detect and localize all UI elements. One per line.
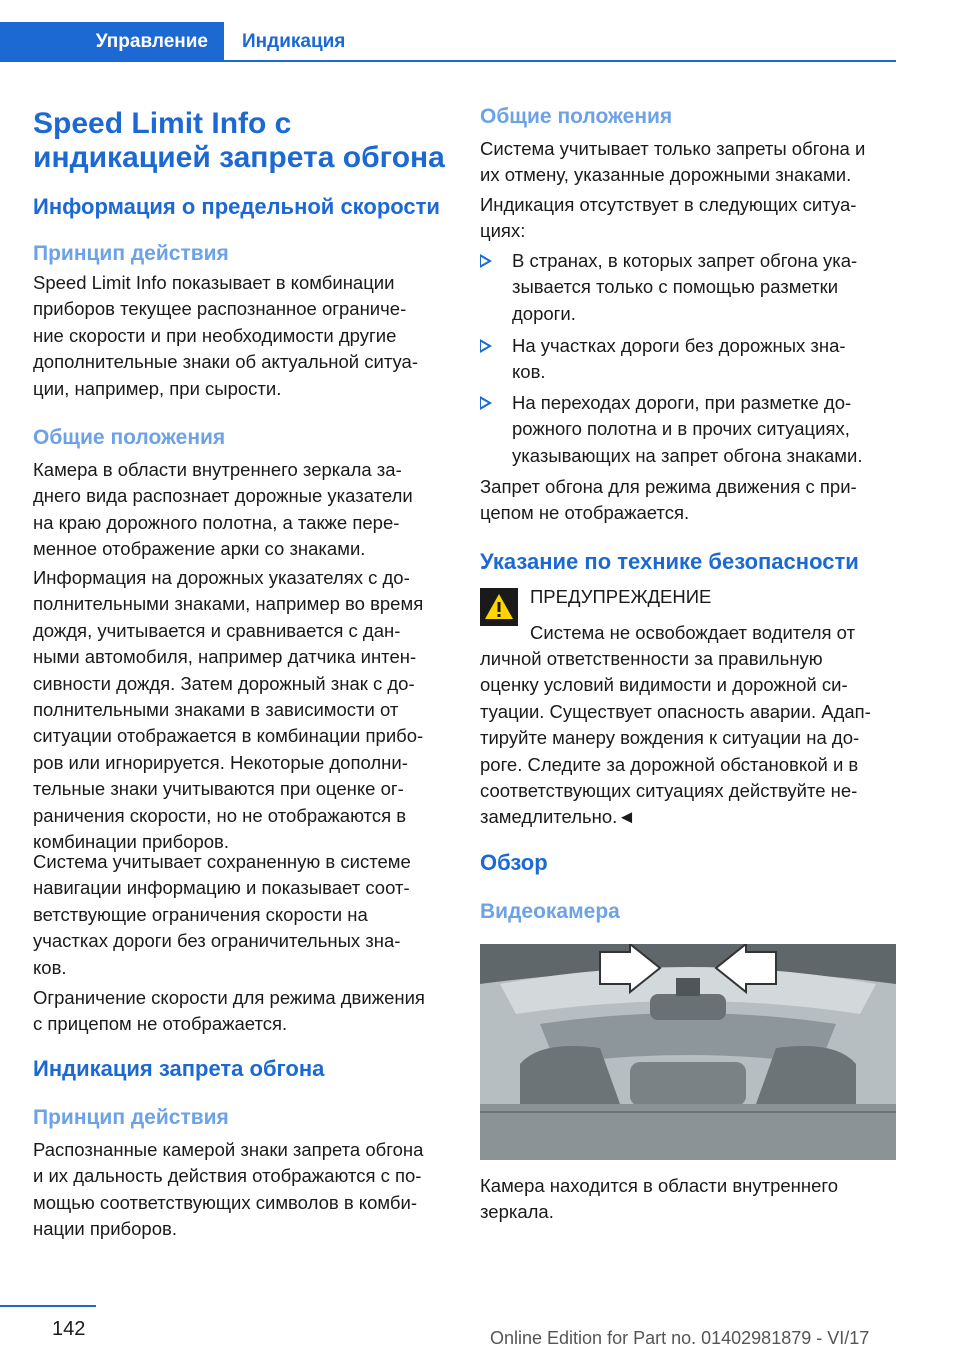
text-line: ными автомобиля, например датчика интен- [33, 646, 417, 668]
section-title-speed-info: Информация о предельной скорости [33, 194, 440, 219]
warning-text [480, 646, 896, 831]
header-tab-active-label: Управление [95, 31, 208, 52]
subtitle-general-1: Общие положения [33, 426, 226, 449]
text-line: ков. [512, 361, 546, 383]
text-line: соответствующих ситуациях действуйте не- [480, 780, 858, 802]
text-line: рожного полотна и в прочих ситуациях, [512, 418, 850, 440]
paragraph-right-1 [480, 136, 896, 189]
text-line: ции, например, при сырости. [33, 377, 282, 399]
subtitle-principle-1: Принцип действия [33, 242, 229, 265]
section-title-overview: Обзор [480, 850, 548, 875]
paragraph-speed-info-1 [33, 270, 453, 402]
paragraph-right-2 [480, 192, 896, 245]
subtitle-principle-2: Принцип действия [33, 1106, 229, 1129]
text-line: менное отображение арки со знаками. [33, 538, 366, 560]
text-line: замедлительно.◄ [480, 806, 636, 828]
text-line: приборов текущее распознанное ограниче- [33, 298, 407, 320]
text-line: На переходах дороги, при разметке до- [512, 392, 852, 413]
header-tab-active [0, 22, 224, 62]
list-triangle-icon [480, 254, 492, 268]
text-line: Информация на дорожных указателях с до- [33, 567, 410, 588]
text-line: дополнительные знаки об актуальной ситуа- [33, 351, 418, 373]
text-line: роге. Следите за дорожной обстановкой и в [480, 753, 859, 775]
text-line: На участках дороги без дорожных зна- [512, 335, 846, 356]
text-line: и их дальность действия отображаются с по- [33, 1165, 422, 1187]
text-line: Индикация отсутствует в следующих ситуа- [480, 194, 857, 215]
text-line: личной ответственности за правильную [480, 648, 823, 669]
warning-text-first: Система не освобождает водителя от [530, 622, 856, 643]
text-line: дороги. [512, 302, 576, 324]
list-item [480, 248, 896, 327]
text-line: Система учитывает только запреты обгона и [480, 138, 866, 159]
text-line: полнительными знаками, например во время [33, 593, 424, 615]
paragraph-general-4 [33, 985, 453, 1038]
camera-location-photo [480, 944, 896, 1160]
subtitle-camera: Видеокамера [480, 900, 620, 923]
list-triangle-icon [480, 396, 492, 410]
paragraph-general-3 [33, 849, 453, 981]
text-line: ков. [33, 956, 67, 978]
text-line: тируйте манеру вождения к ситуации на до- [480, 727, 860, 749]
text-line: ние скорости и при необходимости другие [33, 324, 397, 346]
text-line: Распознанные камерой знаки запрета обгона [33, 1139, 424, 1160]
text-line: мощью соответствующих символов в комби- [33, 1191, 417, 1213]
text-line: тельные знаки учитываются при оценке ог- [33, 778, 404, 800]
text-line: Запрет обгона для режима движения с при- [480, 476, 857, 497]
header-tab-inactive-label: Индикация [242, 31, 346, 52]
text-line: циях: [480, 220, 526, 242]
warning-triangle-icon [480, 588, 518, 626]
text-line: Камера в области внутреннего зеркала за- [33, 459, 402, 480]
text-line: ветствующие ограничения скорости на [33, 903, 368, 925]
text-line: Камера находится в области внутреннего [480, 1175, 839, 1196]
text-line: Система учитывает сохраненную в системе [33, 851, 411, 872]
text-line: туации. Существует опасность аварии. Адап- [480, 700, 871, 722]
text-line: ров или игнорируется. Некоторые дополни- [33, 751, 408, 773]
list-item [480, 333, 896, 386]
text-line: дождя, учитывается и сравнивается с дан- [33, 619, 401, 641]
text-line: раничения скорости, но не отображаются в [33, 804, 407, 826]
text-line: Ограничение скорости для режима движения [33, 987, 425, 1008]
text-line: цепом не отображается. [480, 502, 690, 524]
warning-label: ПРЕДУПРЕЖДЕНИЕ [530, 586, 712, 607]
paragraph-no-overtaking-1 [33, 1137, 453, 1243]
text-line: Speed Limit Info показывает в комбинации [33, 272, 395, 293]
text-line: с прицепом не отображается. [33, 1013, 288, 1035]
header-tab-inactive [242, 22, 345, 62]
text-line: зывается только с помощью разметки [512, 276, 839, 298]
text-line: указывающих на запрет обгона знаками. [512, 444, 863, 466]
text-line: оценку условий видимости и дорожной си- [480, 674, 848, 696]
text-line: днего вида распознает дорожные указатели [33, 485, 413, 507]
footer-edition: Online Edition for Part no. 01402981879 - VI/17 [490, 1328, 870, 1348]
text-line: полнительными знаками в зависимости от [33, 699, 399, 721]
header-rule [224, 60, 896, 62]
text-line: их отмену, указанные дорожными знаками. [480, 164, 852, 186]
page-number: 142 [52, 1318, 86, 1340]
page-title-line1: Speed Limit Info с [33, 107, 292, 140]
paragraph-general-1 [33, 457, 453, 563]
footer-rule [0, 1305, 96, 1307]
text-line: зеркала. [480, 1201, 554, 1223]
text-line: ситуации отображается в комбинации прибо- [33, 725, 424, 747]
paragraph-general-2 [33, 565, 453, 855]
list-triangle-icon [480, 339, 492, 353]
subtitle-general-2: Общие положения [480, 105, 673, 128]
section-title-no-overtaking: Индикация запрета обгона [33, 1056, 325, 1081]
text-line: В странах, в которых запрет обгона ука- [512, 250, 858, 271]
page-title-line2: индикацией запрета обгона [33, 141, 445, 174]
text-line: на краю дорожного полотна, а также пере- [33, 511, 400, 533]
photo-caption [480, 1173, 896, 1226]
text-line: нации приборов. [33, 1218, 177, 1240]
text-line: участках дороги без ограничительных зна- [33, 930, 401, 952]
text-line: навигации информацию и показывает соот- [33, 877, 410, 899]
text-line: сивности дождя. Затем дорожный знак с до- [33, 672, 415, 694]
list-item [480, 390, 896, 469]
section-title-safety: Указание по технике безопасности [480, 549, 859, 574]
text-line: комбинации приборов. [33, 831, 230, 853]
paragraph-right-3 [480, 474, 896, 527]
